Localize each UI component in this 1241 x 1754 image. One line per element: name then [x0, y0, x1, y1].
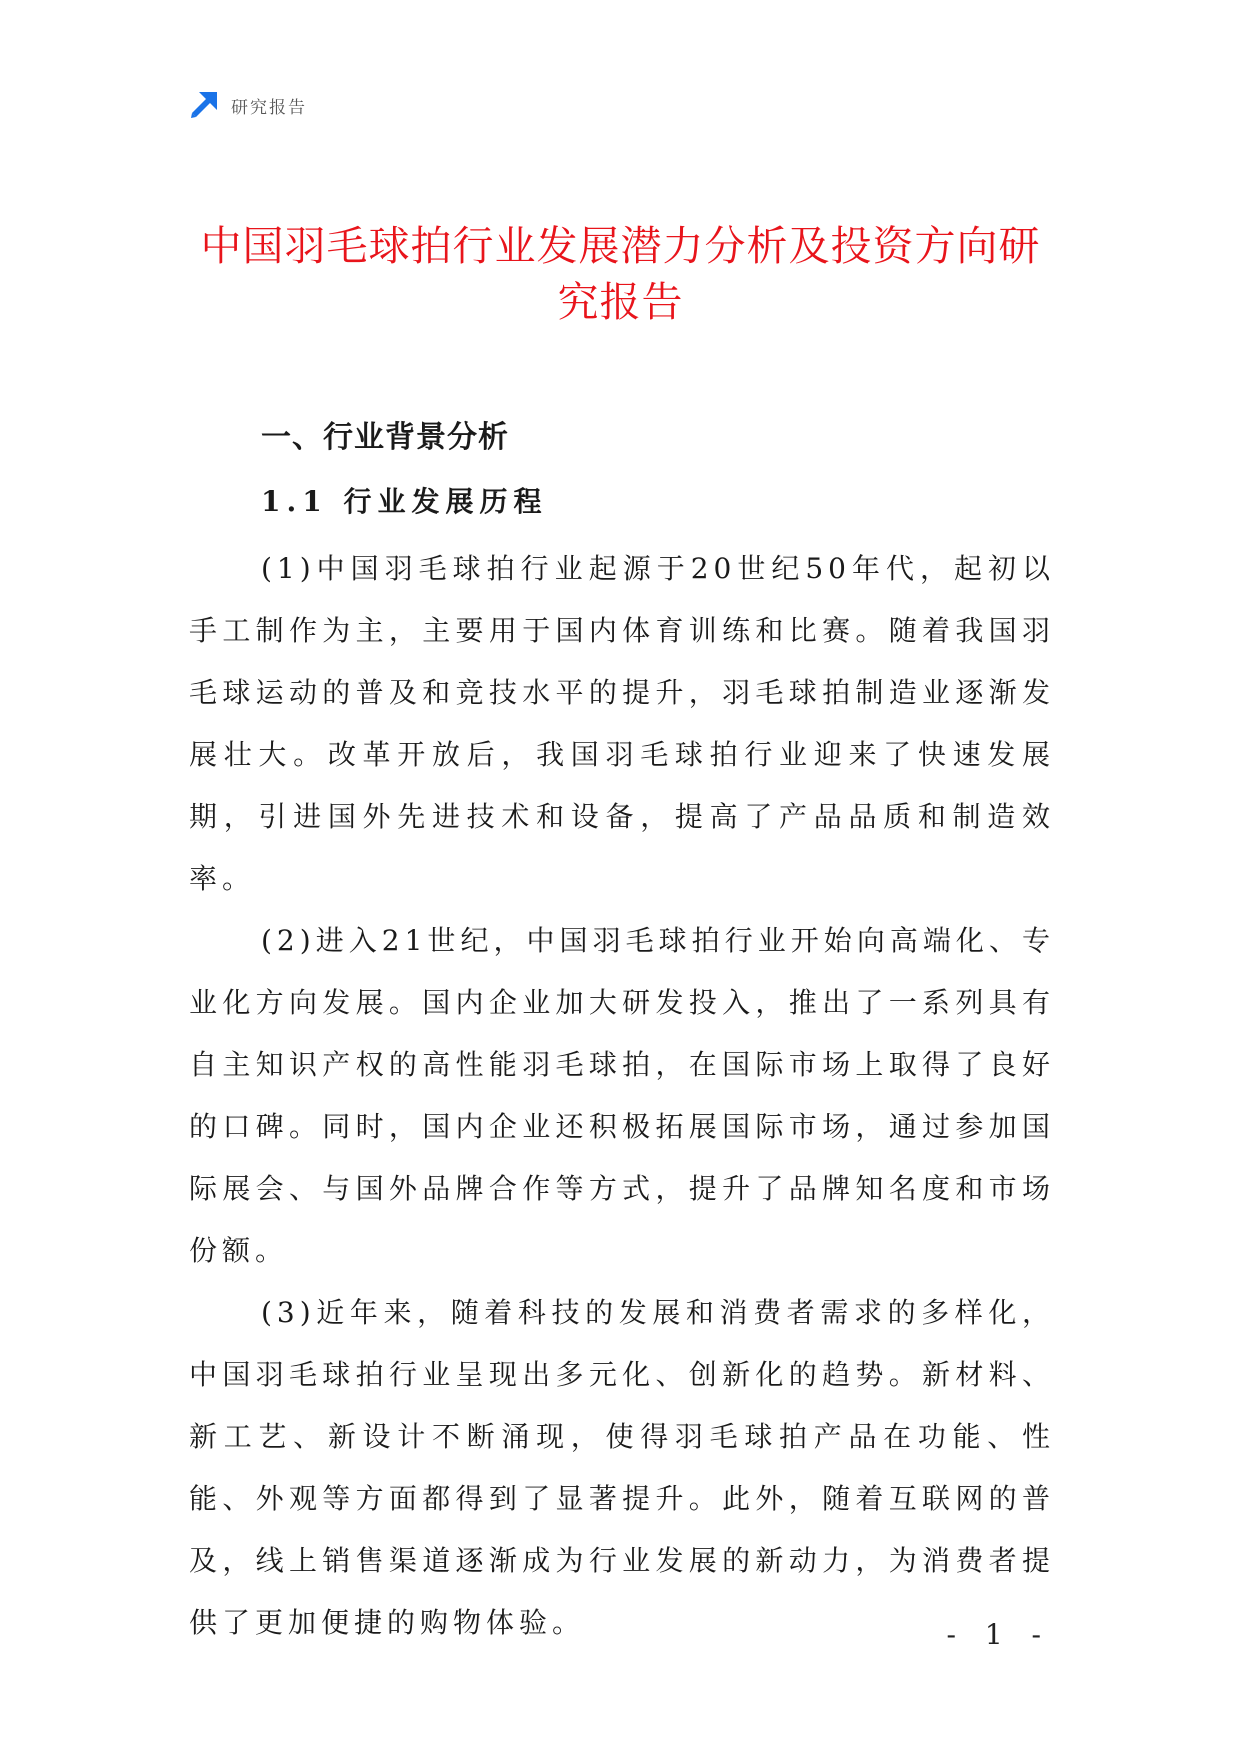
body-text — [189, 538, 1055, 1654]
page-number: - 1 - — [946, 1618, 1051, 1651]
paragraph: (3)近年来，随着科技的发展和消费者需求的多样化，中国羽毛球拍行业呈现出多元化、创新化的趋势。新材料、新工艺、新设计不断涌现，使得羽毛球拍产品在功能、性能、外观等方面都得到了显著提升。此外，随着互联网的普及，线上销售渠道逐渐成为行业发展的新动力，为消费者提供了更加便捷的购物体验。 — [189, 1296, 1055, 1639]
document-title: 中国羽毛球拍行业发展潜力分析及投资方向研究报告 — [200, 222, 1041, 326]
section-heading: 一、行业背景分析 — [261, 420, 509, 455]
subsection-heading: 1.1 行业发展历程 — [261, 485, 548, 518]
document-header — [189, 88, 307, 122]
header-label: 研究报告 — [231, 97, 307, 118]
paragraph: (2)进入21世纪，中国羽毛球拍行业开始向高端化、专业化方向发展。国内企业加大研发投入，推出了一系列具有自主知识产权的高性能羽毛球拍，在国际市场上取得了良好的口碑。同时，国内企业还积极拓展国际市场，通过参加国际展会、与国外品牌合作等方式，提升了品牌知名度和市场份额。 — [189, 924, 1055, 1267]
paragraph: (1)中国羽毛球拍行业起源于20世纪50年代，起初以手工制作为主，主要用于国内体育训练和比赛。随着我国羽毛球运动的普及和竞技水平的提升，羽毛球拍制造业逐渐发展壮大。改革开放后，我国羽毛球拍行业迎来了快速发展期，引进国外先进技术和设备，提高了产品品质和制造效率。 — [189, 552, 1055, 895]
arrow-up-right-icon — [189, 90, 219, 120]
